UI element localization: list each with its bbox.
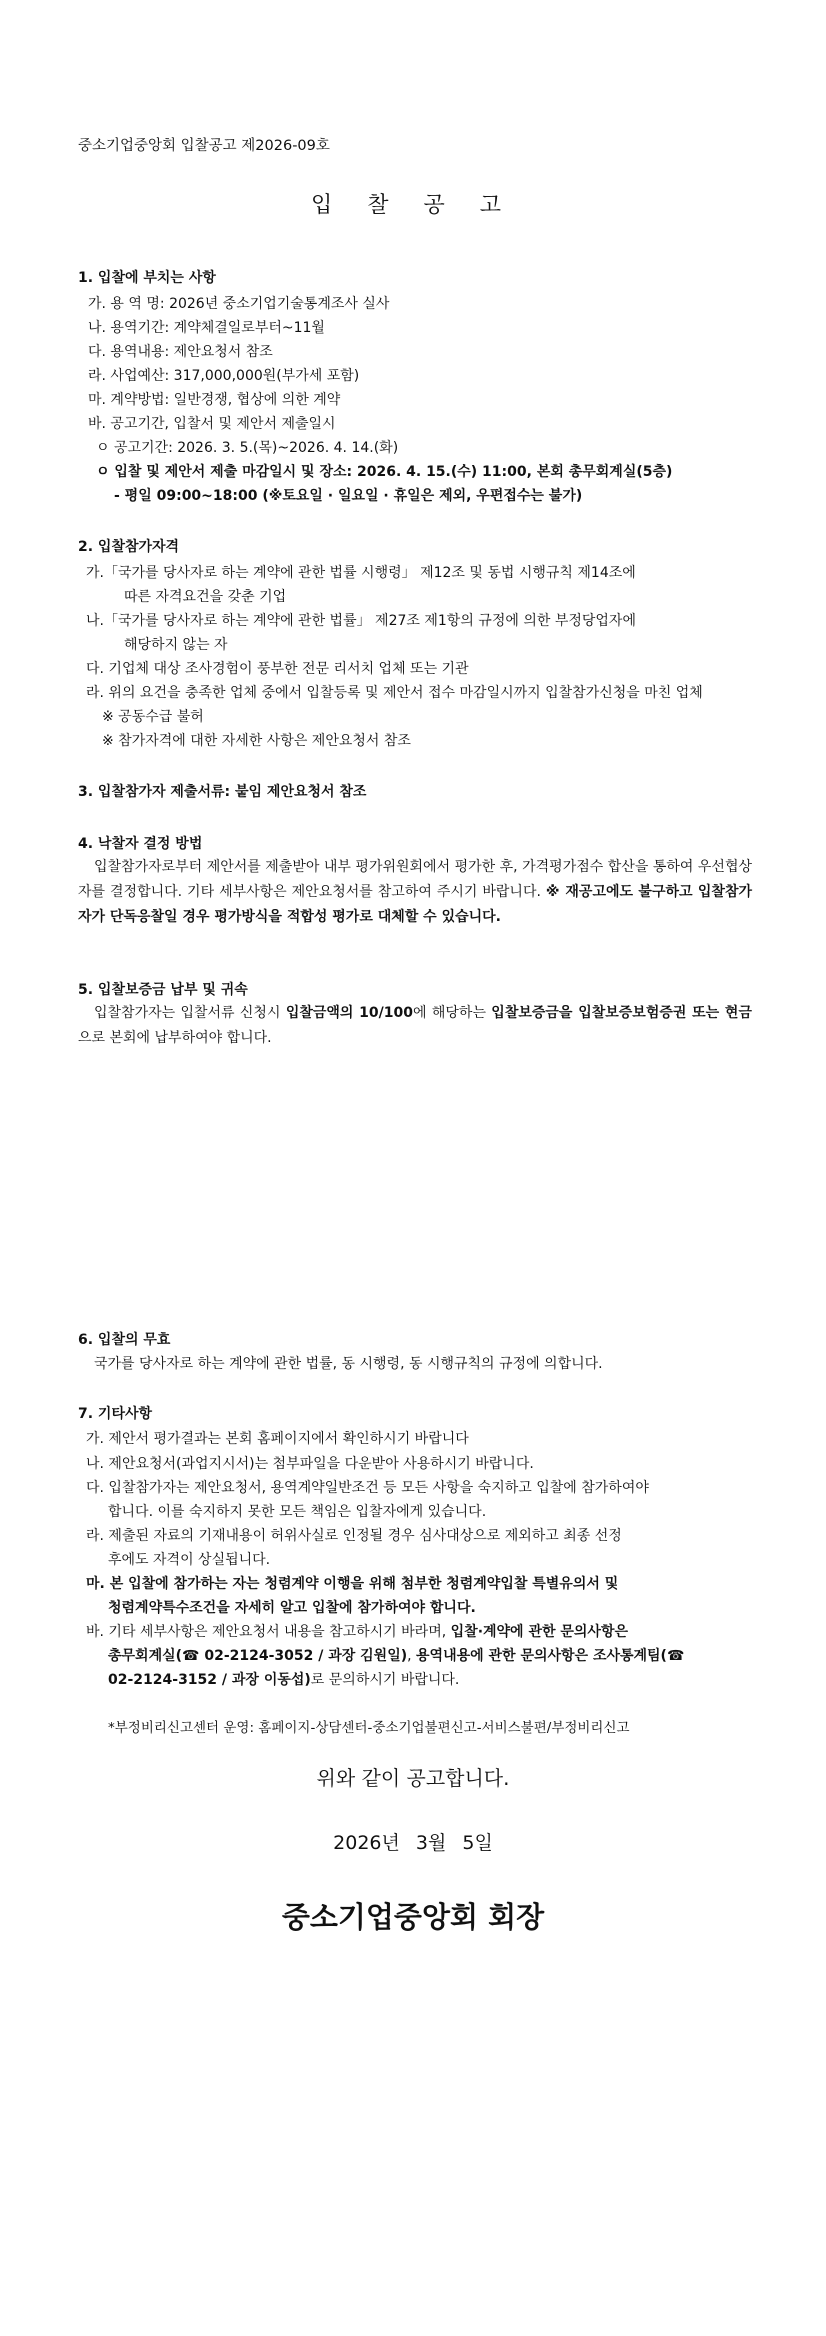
s1-hours: - 평일 09:00~18:00 (※토요일 · 일요일 · 휴일은 제외, 우편접수는 불가) <box>114 488 583 504</box>
s7-item-f-line3 <box>108 1670 459 1690</box>
section-4-heading: 4. 낙찰자 결정 방법 <box>78 836 203 852</box>
s7-f-contract-inquiry: 입찰·계약에 관한 문의사항은 <box>450 1624 628 1640</box>
s7-item-a: 가. 제안서 평가결과는 본회 홈페이지에서 확인하시기 바랍니다 <box>86 1431 469 1447</box>
notice-date: 2026년 3월 5일 <box>333 1832 493 1854</box>
s2-item-a-line1: 가.「국가를 당사자로 하는 계약에 관한 법률 시행령」 제12조 및 동법 시행규칙 제14조에 <box>86 565 636 581</box>
s5-text-3: 으로 본회에 납부하여야 합니다. <box>78 1030 272 1046</box>
s1-submission-heading: 바. 공고기간, 입찰서 및 제안서 제출일시 <box>88 416 336 432</box>
s4-text: 입찰참가자로부터 제안서를 제출받아 내부 평가위원회에서 평가한 후, 가격평가점수 합산을 통하여 우선협상자를 결정합니다. 기타 세부사항은 제안요청서를 참고하여 주시기 바랍니다. <box>78 859 752 900</box>
s2-item-c: 다. 기업체 대상 조사경험이 풍부한 전문 리서치 업체 또는 기관 <box>86 661 469 677</box>
s7-item-d-line2: 후에도 자격이 상실됩니다. <box>108 1552 271 1568</box>
s7-item-b: 나. 제안요청서(과업지시서)는 첨부파일을 다운받아 사용하시기 바랍니다. <box>86 1456 534 1472</box>
s2-item-d: 라. 위의 요건을 충족한 업체 중에서 입찰등록 및 제안서 접수 마감일시까지 입찰참가신청을 마친 업체 <box>86 685 703 701</box>
s1-deadline: ㅇ 입찰 및 제안서 제출 마감일시 및 장소: 2026. 4. 15.(수) 11:00, 본회 총무회계실(5층) <box>96 464 673 480</box>
s5-rate: 입찰금액의 10/100 <box>285 1005 414 1021</box>
section-6-heading: 6. 입찰의 무효 <box>78 1332 171 1348</box>
s2-item-a-line2: 따른 자격요건을 갖춘 기업 <box>124 589 287 605</box>
section-5-heading: 5. 입찰보증금 납부 및 귀속 <box>78 982 248 998</box>
section-2-heading: 2. 입찰참가자격 <box>78 539 180 555</box>
s4-paragraph <box>78 855 752 930</box>
s1-budget: 라. 사업예산: 317,000,000원(부가세 포함) <box>88 368 360 384</box>
s2-item-b-line1: 나.「국가를 당사자로 하는 계약에 관한 법률」 제27조 제1항의 규정에 의한 부정당업자에 <box>86 613 636 629</box>
s7-f-statistics-contact: 02-2124-3152 / 과장 이동섭) <box>108 1672 311 1688</box>
s7-item-c-line1: 다. 입찰참가자는 제안요청서, 용역계약일반조건 등 모든 사항을 숙지하고 입찰에 참가하여야 <box>86 1480 649 1496</box>
s7-item-f-line2 <box>108 1646 684 1666</box>
closing-statement: 위와 같이 공고합니다. <box>316 1766 510 1790</box>
s1-content: 다. 용역내용: 제안요청서 참조 <box>88 344 273 360</box>
s4-rebid-note: ※ 재공고에도 불구하고 입찰참가자가 단독응찰일 경우 평가방식을 적합성 평가로 대체할 수 있습니다. <box>78 884 753 925</box>
s7-item-d-line1: 라. 제출된 자료의 기재내용이 허위사실로 인정될 경우 심사대상으로 제외하고 최종 선정 <box>86 1528 622 1544</box>
s2-item-b-line2: 해당하지 않는 자 <box>124 637 228 653</box>
s5-text-1: 입찰참가자는 입찰서류 신청시 <box>94 1005 286 1021</box>
section-1-heading: 1. 입찰에 부치는 사항 <box>78 270 216 286</box>
page-title: 입 찰 공 고 <box>311 193 515 218</box>
s7-f-text-2: 로 문의하시기 바랍니다. <box>310 1672 460 1688</box>
s7-item-c-line2: 합니다. 이를 숙지하지 못한 모든 책임은 입찰자에게 있습니다. <box>108 1504 487 1520</box>
s7-f-text-1: 바. 기타 세부사항은 제안요청서 내용을 참고하시기 바라며, <box>86 1624 451 1640</box>
notice-number: 중소기업중앙회 입찰공고 제2026-09호 <box>78 138 330 154</box>
section-7-heading: 7. 기타사항 <box>78 1406 153 1422</box>
s1-notice-period: ㅇ 공고기간: 2026. 3. 5.(목)~2026. 4. 14.(화) <box>96 440 399 456</box>
report-center-note: *부정비리신고센터 운영: 홈페이지-상담센터-중소기업불편신고-서비스불편/부정비리신고 <box>108 1720 630 1736</box>
s5-deposit-type: 입찰보증금을 입찰보증보험증권 또는 현금 <box>491 1005 752 1021</box>
s1-contract-method: 마. 계약방법: 일반경쟁, 협상에 의한 계약 <box>88 392 341 408</box>
s2-note-details: ※ 참가자격에 대한 자세한 사항은 제안요청서 참조 <box>102 733 411 749</box>
s1-period: 나. 용역기간: 계약체결일로부터~11월 <box>88 320 325 336</box>
section-3-heading: 3. 입찰참가자 제출서류: 붙임 제안요청서 참조 <box>78 784 367 800</box>
s7-item-f-line1 <box>86 1622 628 1642</box>
s5-paragraph <box>78 1001 752 1051</box>
s2-note-joint: ※ 공동수급 불허 <box>102 709 204 725</box>
issuer-signature: 중소기업중앙회 회장 <box>281 1900 545 1934</box>
s7-f-general-affairs-contact: 총무회계실(☎ 02-2124-3052 / 과장 김원일) <box>108 1648 408 1664</box>
s7-f-service-inquiry: 용역내용에 관한 문의사항은 조사통계팀(☎ <box>416 1648 685 1664</box>
s7-f-comma: , <box>407 1648 417 1664</box>
s1-service-name: 가. 용 역 명: 2026년 중소기업기술통계조사 실사 <box>88 296 390 312</box>
s7-item-e-line1: 마. 본 입찰에 참가하는 자는 청렴계약 이행을 위해 첨부한 청렴계약입찰 특별유의서 및 <box>86 1576 619 1592</box>
s7-item-e-line2: 청렴계약특수조건을 자세히 알고 입찰에 참가하여야 합니다. <box>108 1600 476 1616</box>
s6-text: 국가를 당사자로 하는 계약에 관한 법률, 동 시행령, 동 시행규칙의 규정에 의합니다. <box>94 1356 603 1372</box>
s5-text-2: 에 해당하는 <box>413 1005 492 1021</box>
